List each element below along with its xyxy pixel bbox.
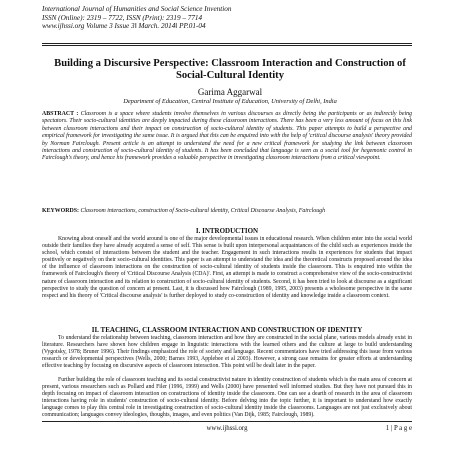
teaching-text-2: Further building the role of classroom teaching and its social constructivist nature in identity construction of students which is the main area of concern at present, various researchers such as Pollard and Filer (1996, 1999) and Wells (2000) have presented well informed studies. But they have not pursued this in depth focusing on impact of classroom interaction on constructions of identity inside the classroom. One can see a dearth of research in the area of classroom interactions having role in students' construction of socio-cultural identity. Before delving into the topic further, it is important to understand how exactly language comes to play this central role in investigating construction of socio-cultural identity inside the classrooms. Languages are not just exclusively about communication; languages convey ideologies, thoughts, images, and even politics (Van Dijk, 1985; Fairclough, 1989). <box>42 377 412 419</box>
abstract-text: Classroom is a space where students involve themselves in various discourses as directly being the participants or as indirectly being spectators. Their socio-cultural identities are deeply impacted during these classroom interactions. There has been a very less amount of focus on this link between classroom interactions and their impact on construction of socio-cultural identity of students. This paper attempts to build a perspective and empirical framework for investigating the same issue. It is argued that this can be enquired into with the help of 'critical discourse analysis' theory provided by Norman Fairclough. Present article is an attempt to understand the need for a new critical framework for studying the link between classroom interactions and construction of socio-cultural identity of students. It has been concluded that language is seen as a social tool for hegemonic control in Fairclough's theory, and hence his framework provides a valuable perspective in investigating classroom interactions from a critical viewpoint. <box>42 111 412 162</box>
header-divider <box>42 43 412 44</box>
abstract <box>42 111 412 163</box>
section-heading-teaching: II. TEACHING, CLASSROOM INTERACTION AND CONSTRUCTION OF IDENTITY <box>91 326 363 334</box>
journal-issn: ISSN (Online): 2319 – 7722, ISSN (Print): 2319 – 7714 <box>42 13 203 22</box>
page-number: 1 | P a g e <box>385 425 412 432</box>
abstract-label: ABSTRACT : <box>42 111 79 117</box>
header-divider-double <box>42 45 412 46</box>
teaching-paragraph-1 <box>42 335 412 370</box>
journal-header <box>42 5 422 31</box>
introduction-paragraph <box>42 236 412 300</box>
introduction-text: Knowing about oneself and the world around is one of the major developmental issues in educational research. When children enter into the social world outside their families they have already acquired a sense of self. This sense is built upon interpersonal acquaintances of the child such as experiences inside the school, which consist of interactions between the student and the teacher. Engagement in such interactions results in experiences for students that impact positively or negatively on their socio-cultural identities. This paper is an attempt to understand the idea and the theoretical constructs proposed around the idea of the influence of classroom interactions on the construction of socio-cultural identity of students inside the classroom. This is enquired into within the framework of Fairclough's theory of 'Critical Discourse Analysis (CDA)'. First, an attempt is made to construct a comprehensive view of the socio-constructivist nature of classroom interaction and its relation to construction of socio-cultural identity of students. Second, it has been tried to look at discourse as a significant perspective to study the question of concern at present. Last, it is discussed how Fairclough (1989, 1995, 2003) presents a wholesome perspective in the same respect and his theory of 'Critical discourse analysis' is further deployed to study co-construction of identity and knowledge inside a classroom context. <box>42 236 412 299</box>
teaching-text-1: To understand the relationship between teaching, classroom interaction and how they are constructed in the social plane, various models already exist in literature. Researchers have shown how children engage in linguistic interactions with the learned others and the culture at large to build understanding (Vygotsky, 1978; Bruner 1996). Their findings emphasized the role of society and language. Recent commentators have tried addressing this issue from various research or developmental perspectives (Wells, 2000; Barnes 1993, Applebee et al 2003). However, a strong case remains for greater efforts at understanding effective teaching by focusing on discursive aspects of classroom interaction. This point will be dealt later in the paper. <box>42 335 412 370</box>
keywords-label: KEYWORDS: <box>42 208 79 214</box>
author-affiliation: Department of Education, Central Institute of Education, University of Delhi, India <box>123 98 337 105</box>
author-name: Garima Aggarwal <box>197 87 263 97</box>
journal-volume: www.ijhssi.org Volume 3 Issue 3ǁ March. 2014ǁ PP.01-04 <box>42 22 206 31</box>
footer-divider <box>42 421 412 422</box>
keywords <box>42 208 412 215</box>
journal-name: International Journal of Humanities and Social Science Invention <box>42 5 232 13</box>
teaching-paragraph-2 <box>42 377 412 420</box>
section-heading-introduction: I. INTRODUCTION <box>195 227 259 235</box>
keywords-text: Classroom interactions, construction of Socio-cultural identity, Critical Discourse Analysis, Fairclough <box>80 208 326 214</box>
footer-url: www.ijhssi.org <box>206 425 248 432</box>
paper-title: Building a Discursive Perspective: Classroom Interaction and Construction of Social-Cultural Identity <box>54 58 406 81</box>
